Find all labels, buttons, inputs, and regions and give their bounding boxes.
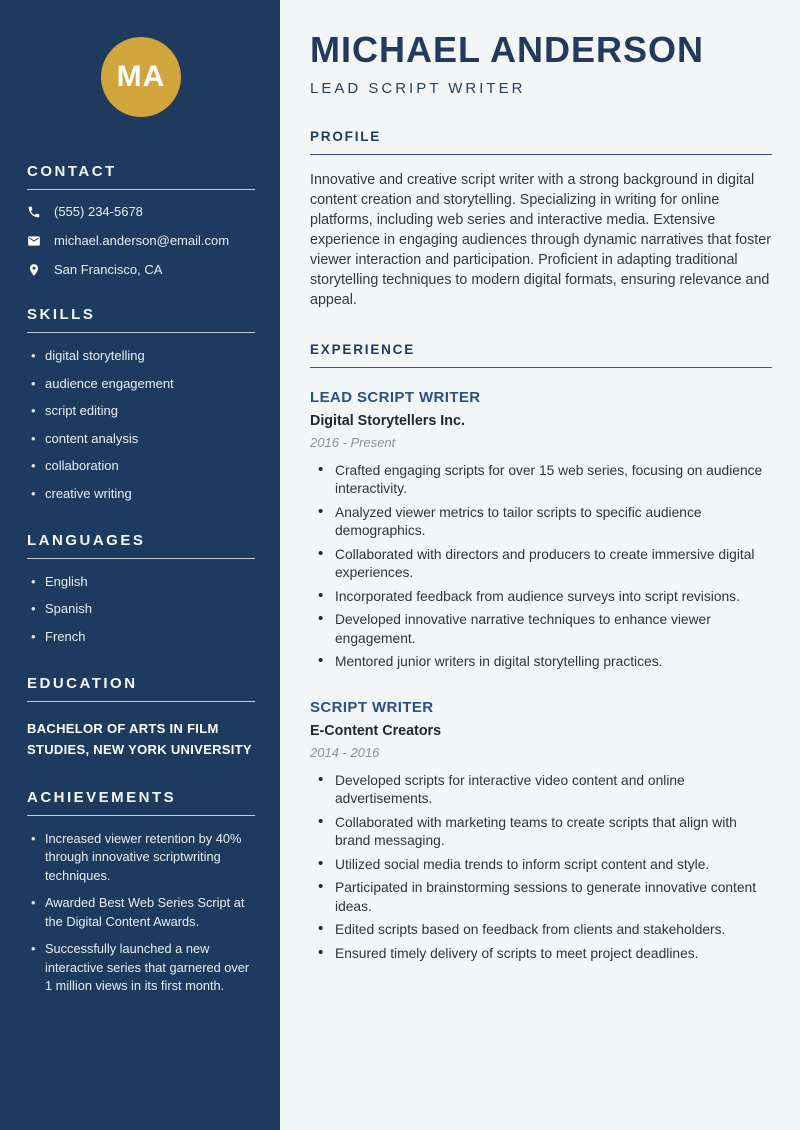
job-dates: 2016 - Present [310, 434, 396, 450]
achievement-item: • Successfully launched a new interactive series that garnered over 1 million views in its first month. [31, 940, 255, 996]
job-role: SCRIPT WRITER [310, 698, 434, 716]
job-role: LEAD SCRIPT WRITER [310, 388, 481, 406]
profile-section [310, 129, 772, 310]
achievement-item: • Increased viewer retention by 40% through innovative scriptwriting techniques. [31, 830, 255, 886]
email-icon [27, 234, 41, 248]
job-bullet: • Utilized social media trends to inform script content and style. [318, 856, 772, 875]
job-entry [310, 389, 772, 672]
avatar-initials: MA [116, 60, 166, 93]
contact-email-row [27, 233, 255, 248]
skills-list [27, 347, 255, 503]
sidebar [0, 0, 280, 1130]
job-company: Digital Storytellers Inc. [310, 412, 465, 429]
job-bullet-list [310, 772, 772, 964]
achievements-title: ACHIEVEMENTS [27, 789, 255, 816]
job-bullet: • Analyzed viewer metrics to tailor scripts to specific audience demographics. [318, 504, 772, 541]
avatar [101, 37, 181, 117]
contact-email: michael.anderson@email.com [54, 233, 230, 248]
job-bullet: • Incorporated feedback from audience surveys into script revisions. [318, 588, 772, 607]
languages-section [27, 532, 255, 646]
skills-title: SKILLS [27, 306, 255, 333]
profile-title: PROFILE [310, 129, 772, 155]
skill-item: • creative writing [31, 485, 255, 503]
contact-phone-row [27, 204, 255, 219]
job-bullet: • Participated in brainstorming sessions to generate innovative content ideas. [318, 879, 772, 916]
contact-title: CONTACT [27, 163, 255, 190]
job-company: E-Content Creators [310, 722, 442, 739]
contact-location: San Francisco, CA [54, 262, 163, 277]
job-bullet: • Crafted engaging scripts for over 15 web series, focusing on audience interactivity. [318, 462, 772, 499]
experience-section [310, 342, 772, 964]
contact-list [27, 204, 255, 277]
job-bullet: • Collaborated with marketing teams to create scripts that align with brand messaging. [318, 814, 772, 851]
achievement-item: • Awarded Best Web Series Script at the Digital Content Awards. [31, 894, 255, 931]
candidate-name: MICHAEL ANDERSON [310, 29, 705, 70]
job-bullet-list [310, 462, 772, 672]
location-pin-icon [27, 263, 41, 277]
job-bullet: • Mentored junior writers in digital storytelling practices. [318, 653, 772, 672]
skill-item: • collaboration [31, 457, 255, 475]
education-degree: BACHELOR OF ARTS IN FILM STUDIES, NEW YORK UNIVERSITY [27, 720, 252, 757]
achievements-section [27, 789, 255, 996]
job-entry [310, 699, 772, 964]
skill-item: • script editing [31, 402, 255, 420]
job-dates: 2014 - 2016 [310, 744, 380, 760]
skill-item: • content analysis [31, 430, 255, 448]
profile-text: Innovative and creative script writer with a strong background in digital content creation and storytelling. Specializing in writing for online platforms, including web series and interactive media. Extensive experience in engaging audiences through dynamic narratives that foster viewer interaction and participation. Proficient in adapting traditional storytelling techniques to modern digital formats, ensuring relevance and appeal. [310, 171, 771, 308]
contact-location-row [27, 262, 255, 277]
experience-title: EXPERIENCE [310, 342, 772, 368]
job-bullet: • Developed innovative narrative techniques to enhance viewer engagement. [318, 611, 772, 648]
skill-item: • digital storytelling [31, 347, 255, 365]
achievements-list [27, 830, 255, 996]
job-bullet: • Ensured timely delivery of scripts to meet project deadlines. [318, 945, 772, 964]
languages-title: LANGUAGES [27, 532, 255, 559]
skill-item: • audience engagement [31, 375, 255, 393]
job-bullet: • Collaborated with directors and producers to create immersive digital experiences. [318, 546, 772, 583]
education-section [27, 675, 255, 760]
language-item: • Spanish [31, 600, 255, 618]
job-bullet: • Developed scripts for interactive video content and online advertisements. [318, 772, 772, 809]
language-item: • English [31, 573, 255, 591]
resume-main [280, 0, 800, 1130]
language-item: • French [31, 628, 255, 646]
contact-section [27, 163, 255, 277]
languages-list [27, 573, 255, 646]
job-bullet: • Edited scripts based on feedback from clients and stakeholders. [318, 921, 772, 940]
contact-phone: (555) 234-5678 [54, 204, 143, 219]
education-title: EDUCATION [27, 675, 255, 702]
candidate-title: LEAD SCRIPT WRITER [310, 79, 526, 97]
skills-section [27, 306, 255, 503]
phone-icon [27, 205, 41, 219]
